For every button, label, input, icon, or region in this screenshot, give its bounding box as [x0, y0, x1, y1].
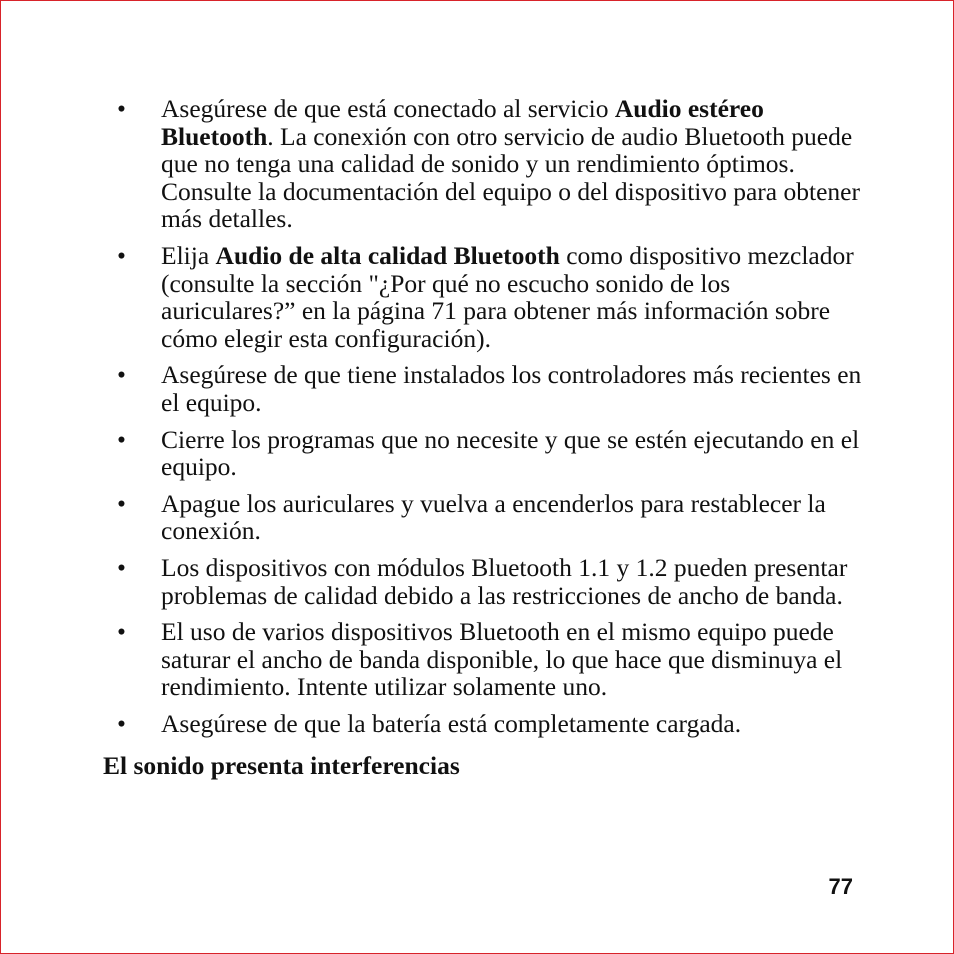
list-item-text: como dispositivo mezclador (consulte la sección "¿Por qué no escucho sonido de los auriculares?” en la página 71 para obtener más información sobre cómo elegir esta configuración).: [161, 240, 854, 353]
list-item-text: Cierre los programas que no necesite y que se estén ejecutando en el equipo.: [161, 424, 860, 482]
bullet-icon: •: [117, 488, 126, 518]
list-item: [103, 426, 863, 481]
list-item: [103, 554, 863, 609]
bullet-icon: •: [117, 94, 126, 123]
service-name-high-quality: Audio de alta calidad Bluetooth: [215, 240, 560, 270]
list-item-text: El uso de varios dispositivos Bluetooth en el mismo equipo puede saturar el ancho de banda disponible, lo que hace que disminuya el rendimiento. Intente utilizar solamente uno.: [161, 617, 843, 702]
bullet-icon: •: [117, 424, 126, 454]
list-item: [103, 242, 863, 352]
troubleshooting-list: [103, 95, 863, 737]
list-item-text: Asegúrese de que tiene instalados los controladores más recientes en el equipo.: [161, 360, 862, 417]
bullet-icon: •: [117, 240, 126, 270]
bullet-icon: •: [117, 708, 126, 738]
list-item: [103, 490, 863, 545]
section-heading: El sonido presenta interferencias: [103, 751, 460, 781]
bullet-icon: •: [117, 360, 126, 390]
service-name-stereo: Audio estéreo Bluetooth: [161, 94, 764, 151]
page-content: [103, 95, 863, 780]
list-item-text: Elija: [161, 240, 216, 270]
list-item: [103, 710, 863, 738]
list-item-text: Los dispositivos con módulos Bluetooth 1.1 y 1.2 pueden presentar problemas de calidad debido a las restricciones de ancho de banda.: [161, 552, 848, 610]
page-number: 77: [828, 874, 853, 899]
list-item-text: Asegúrese de que la batería está completamente cargada.: [161, 708, 742, 738]
list-item-text: . La conexión con otro servicio de audio Bluetooth puede que no tenga una calidad de sonido y un rendimiento óptimos. Consulte la documentación del equipo o del dispositivo para obtener más detalles.: [161, 121, 860, 234]
list-item: [103, 618, 863, 701]
list-item: [103, 361, 863, 416]
list-item-text: Asegúrese de que está conectado al servicio: [161, 94, 615, 123]
list-item: [103, 95, 863, 233]
bullet-icon: •: [117, 617, 126, 647]
bullet-icon: •: [117, 552, 126, 582]
list-item-text: Apague los auriculares y vuelva a encenderlos para restablecer la conexión.: [161, 488, 826, 546]
